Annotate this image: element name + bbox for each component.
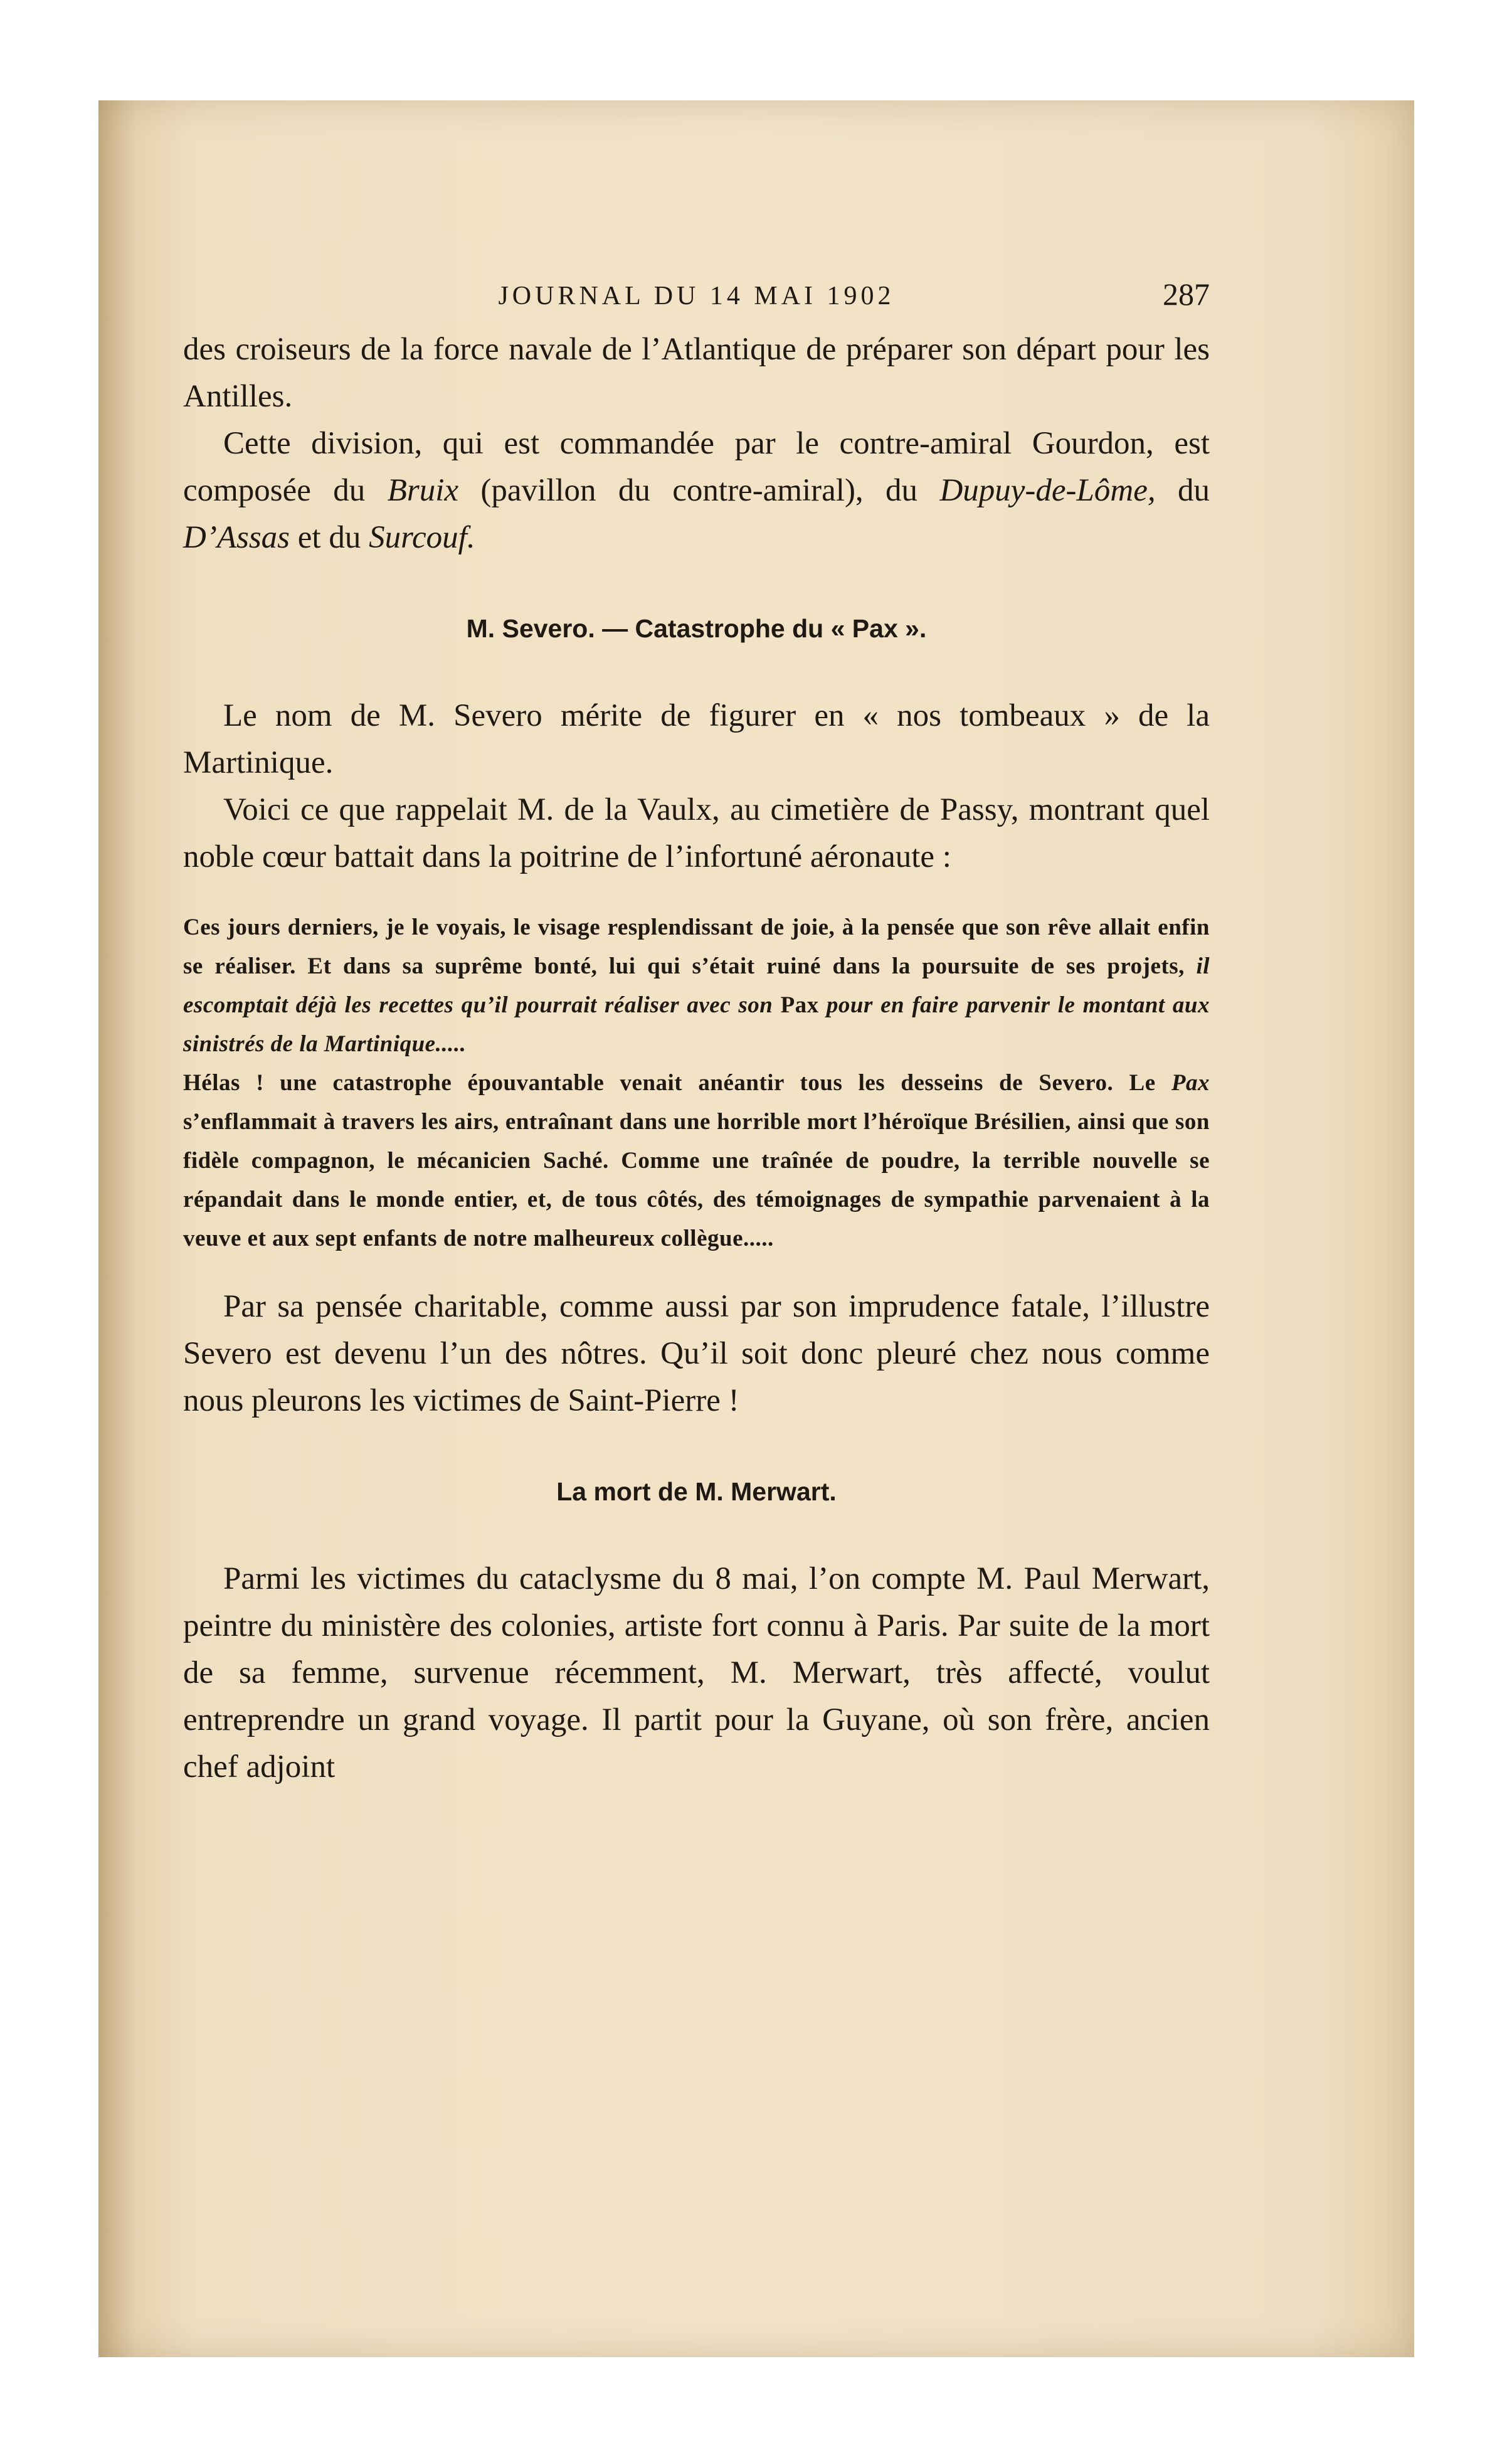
quote-paragraph-1 xyxy=(183,908,1210,1064)
running-title: JOURNAL DU 14 MAI 1902 xyxy=(498,282,895,310)
ship-name: Surcouf. xyxy=(369,520,475,555)
italic-run: pour en faire parvenir le montant aux sinistrés de la Martinique..... xyxy=(183,992,1210,1057)
paragraph-5: Par sa pensée charitable, comme aussi par son imprudence fatale, l’illustre Severo est devenu l’un des nôtres. Qu’il soit donc pleuré chez nous comme nous pleurons les victimes de Saint-Pierre ! xyxy=(183,1289,1210,1418)
page-header xyxy=(183,276,1210,326)
section-heading-merwart: La mort de M. Merwart. xyxy=(556,1477,837,1506)
text-run: Ces jours derniers, je le voyais, le visage resplendissant de joie, à la pensée que son rêve allait enfin se réaliser. Et dans sa suprême bonté, lui qui s’était ruiné dans la poursuite de ses projets, xyxy=(183,915,1210,979)
text-run: du xyxy=(1155,473,1210,508)
paragraph-6: Parmi les victimes du cataclysme du 8 mai, l’on compte M. Paul Merwart, peintre du ministère des colonies, artiste fort connu à Paris. Par suite de la mort de sa femme, survenue récemment, M. Merwart, très affecté, voulut entreprendre un grand voyage. Il partit pour la Guyane, où son frère, ancien chef adjoint xyxy=(183,1561,1210,1784)
document-page xyxy=(183,276,1210,1791)
text-run: Hélas ! une catastrophe épouvantable venait anéantir tous les desseins de Severo. Le xyxy=(183,1070,1171,1096)
italic-run: Pax xyxy=(1171,1070,1210,1096)
text-run: Pax xyxy=(773,992,827,1018)
paragraph-1: des croiseurs de la force navale de l’Atlantique de préparer son départ pour les Antilles. xyxy=(183,332,1210,414)
paragraph-2 xyxy=(183,420,1210,561)
ship-name: Bruix xyxy=(387,473,458,508)
text-run: et du xyxy=(290,520,369,555)
paragraph-3: Le nom de M. Severo mérite de figurer en « nos tombeaux » de la Martinique. xyxy=(183,698,1210,780)
italic-run: il escomptait déjà les recettes qu’il pourrait réaliser avec son xyxy=(183,953,1210,1018)
section-heading-severo: M. Severo. — Catastrophe du « Pax ». xyxy=(466,614,927,643)
text-run: (pavillon du contre-amiral), du xyxy=(458,473,940,508)
text-run: Cette division, qui est commandée par le contre-amiral Gourdon, est composée du xyxy=(183,426,1210,508)
page-number: 287 xyxy=(1163,277,1210,312)
ship-name: D’Assas xyxy=(183,520,290,555)
text-run: s’enflammait à travers les airs, entraînant dans une horrible mort l’héroïque Brésilien, ainsi que son fidèle compagnon, le mécanicien Saché. Comme une traînée de poudre, la terrible nouvelle se répandait dans le monde entier, et, de tous côtés, des témoignages de sympathie parvenaient à la veuve et aux sept enfants de notre malheureux collègue..... xyxy=(183,1109,1210,1251)
quote-paragraph-2 xyxy=(183,1064,1210,1258)
ship-name: Dupuy-de-Lôme, xyxy=(939,473,1156,508)
paragraph-4: Voici ce que rappelait M. de la Vaulx, au cimetière de Passy, montrant quel noble cœur battait dans la poitrine de l’infortuné aéronaute : xyxy=(183,792,1210,874)
